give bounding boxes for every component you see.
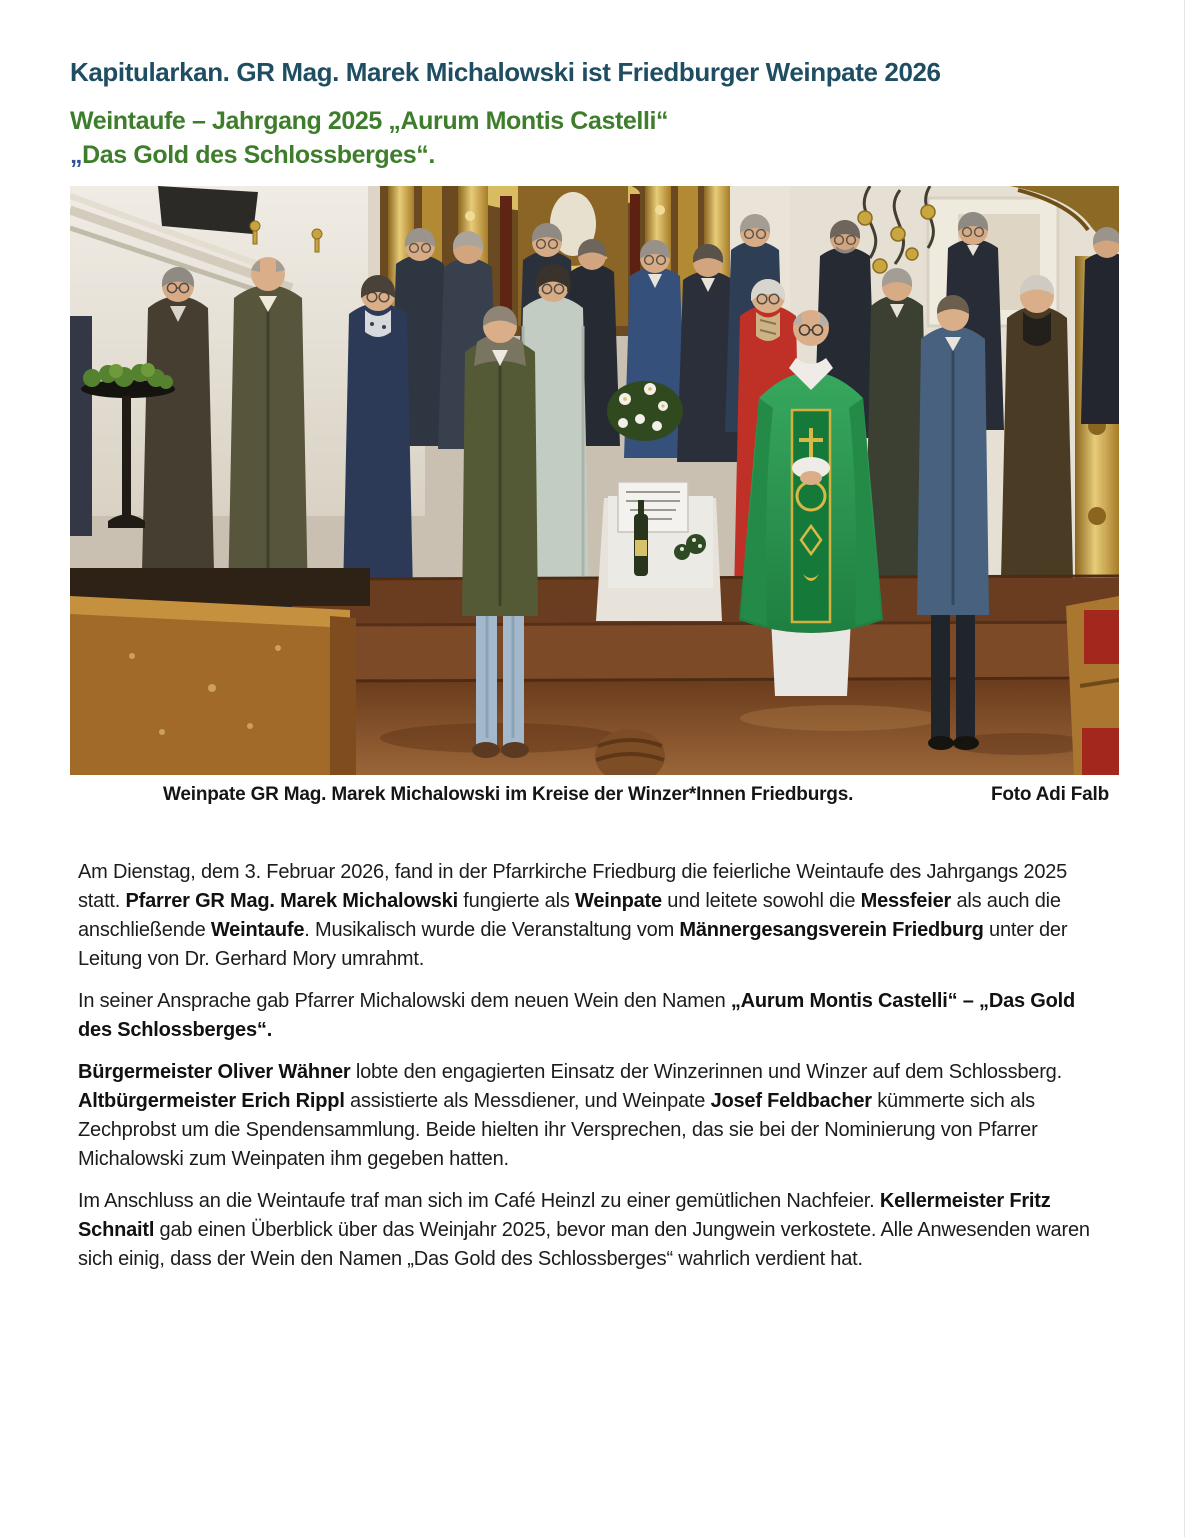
photo-caption: Weinpate GR Mag. Marek Michalowski im Kreise der Winzer*Innen Friedburgs. [163,784,854,805]
photo-credit: Foto Adi Falb [990,784,1109,805]
altar-flowers [607,381,683,441]
paragraph: In seiner Ansprache gab Pfarrer Michalowski dem neuen Wein den Namen „Aurum Montis Castelli“ – „Das Gold des Schlossberges“. [78,990,1076,1041]
quote-hyperlink-mark[interactable]: „ [70,141,83,169]
article-photo [70,186,1119,775]
subtitle-line-1: Weintaufe – Jahrgang 2025 „Aurum Montis Castelli“ [70,107,669,135]
paragraph: Bürgermeister Oliver Wähner lobte den engagierten Einsatz der Winzerinnen und Winzer auf dem Schlossberg. Altbürgermeister Erich Rippl assistierte als Messdiener, und Weinpate Josef Feldbacher kümmerte sich als Zechprobst um die Spendensammlung. Beide hielten ihr Versprechen, das sie bei der Nominierung von Pfarrer Michalowski zum Weinpaten ihm gegeben hatten. [78,1061,1062,1170]
paragraph: Im Anschluss an die Weintaufe traf man sich im Café Heinzl zu einer gemütlichen Nachfeier. Kellermeister Fritz Schnaitl gab einen Überblick über das Weinjahr 2025, bevor man den Jungwein verkostete. Alle Anwesenden waren sich einig, dass der Wein den Namen „Das Gold des Schlossberges“ wahrlich verdient hat. [78,1190,1090,1270]
page-title: Kapitularkan. GR Mag. Marek Michalowski ist Friedburger Weinpate 2026 [70,57,941,87]
church-group-photo-illustration [70,186,1119,775]
wine-table [596,482,722,621]
page-right-edge [1184,0,1185,1537]
church-pew [70,568,370,775]
paragraph: Am Dienstag, dem 3. Februar 2026, fand in der Pfarrkirche Friedburg die feierliche Weintaufe des Jahrgangs 2025 statt. Pfarrer GR Mag. Marek Michalowski fungierte als Weinpate und leitete sowohl die Messfeier als auch die anschließende Weintaufe. Musikalisch wurde die Veranstaltung vom Männergesangsverein Friedburg unter der Leitung von Dr. Gerhard Mory umrahmt. [78,861,1068,970]
subtitle-line-2 [70,138,1125,172]
subtitle [70,104,1125,172]
photo-caption-row [70,784,1119,806]
kneeler [1066,596,1119,775]
article-body [78,858,1110,1274]
subtitle-line-2-text: Das Gold des Schlossberges“. [82,141,435,169]
